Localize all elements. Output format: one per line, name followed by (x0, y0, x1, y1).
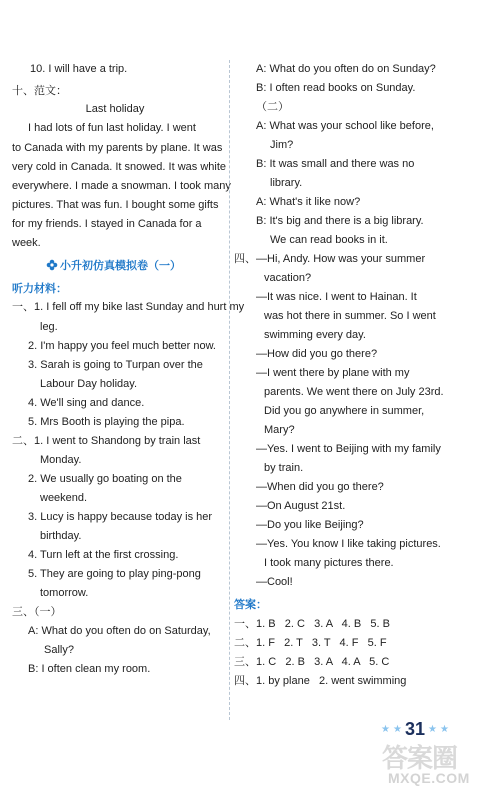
text-line: 3. Lucy is happy because today is her (28, 511, 213, 523)
text-line: weekend. (40, 492, 88, 504)
text-line: B: It was small and there was no (256, 158, 415, 170)
text-line: 10. I will have a trip. (30, 63, 128, 75)
text-line: 三、（一） (12, 606, 62, 618)
text-line: parents. We went there on July 23rd. (264, 386, 444, 398)
text-line: We can read books in it. (270, 234, 388, 246)
text-line: 二、1. I went to Shandong by train last (12, 435, 201, 447)
text-line: everywhere. I made a snowman. I took many (12, 180, 231, 192)
text-line: Monday. (40, 454, 82, 466)
answer-row: 三、1. C 2. B 3. A 4. A 5. C (234, 656, 390, 668)
text-line: Did you go anywhere in summer, (264, 405, 425, 417)
text-line: —On August 21st. (256, 500, 346, 512)
text-line: was hot there in summer. So I went (264, 310, 436, 322)
answers-heading: 答案： (234, 599, 267, 611)
watermark (380, 738, 498, 788)
text-line: to Canada with my parents by plane. It was (12, 142, 223, 154)
text-line: —When did you go there? (256, 481, 384, 493)
text-line: 4. We'll sing and dance. (28, 397, 145, 409)
text-line: Sally? (44, 644, 74, 656)
text-line: A: What's it like now? (256, 196, 361, 208)
text-line: week. (12, 237, 41, 249)
text-line: tomorrow. (40, 587, 89, 599)
text-line: 2. I'm happy you feel much better now. (28, 340, 216, 352)
text-line: 一、1. I fell off my bike last Sunday and hurt my (12, 301, 245, 313)
text-line: —Yes. I went to Beijing with my family (256, 443, 441, 455)
column-divider (229, 60, 230, 720)
text-line: 四、—Hi, Andy. How was your summer (234, 253, 426, 265)
text-line: B: It's big and there is a big library. (256, 215, 424, 227)
text-line: —Do you like Beijing? (256, 519, 364, 531)
text-line: library. (270, 177, 303, 189)
text-line: B: I often clean my room. (28, 663, 151, 675)
text-line: leg. (40, 321, 58, 333)
text-line: Jim? (270, 139, 294, 151)
text-line: —Cool! (256, 576, 293, 588)
text-line: 4. Turn left at the first crossing. (28, 549, 179, 561)
text-line: pictures. That was fun. I bought some gifts (12, 199, 219, 211)
watermark-text: 答案圈 (382, 743, 458, 773)
exam-section-label: 小升初仿真模拟卷（一） (60, 260, 181, 272)
text-line: swimming every day. (264, 329, 366, 341)
text-line: B: I often read books on Sunday. (256, 82, 416, 94)
answer-row: 四、1. by plane 2. went swimming (234, 675, 407, 687)
star-icon: ★ (393, 723, 402, 735)
text-line: 3. Sarah is going to Turpan over the (28, 359, 203, 371)
flower-icon (46, 259, 58, 271)
watermark-url: MXQE.COM (388, 770, 470, 786)
star-icon: ★ (439, 723, 449, 735)
text-line: —Yes. You know I like taking pictures. (256, 538, 441, 550)
text-line: （二） (256, 101, 289, 113)
answer-row: 二、1. F 2. T 3. T 4. F 5. F (234, 637, 387, 649)
text-line: I had lots of fun last holiday. I went (28, 122, 196, 134)
text-line: Labour Day holiday. (40, 378, 138, 390)
text-line: —I went there by plane with my (256, 367, 410, 379)
text-line: A: What do you often do on Saturday, (28, 625, 211, 637)
text-line: I took many pictures there. (264, 557, 394, 569)
essay-title: Last holiday (85, 103, 145, 115)
text-line: birthday. (40, 530, 82, 542)
text-line: 5. Mrs Booth is playing the pipa. (28, 416, 185, 428)
text-line: for my friends. I stayed in Canada for a (12, 218, 202, 230)
star-icon: ★ (428, 723, 437, 735)
text-line: very cold in Canada. It snowed. It was white (12, 161, 226, 173)
listening-heading: 听力材料： (12, 283, 67, 295)
text-line: A: What was your school like before, (256, 120, 434, 132)
text-line: —How did you go there? (256, 348, 378, 360)
text-line: Mary? (264, 424, 295, 436)
text-line: 2. We usually go boating on the (28, 473, 182, 485)
text-line: by train. (264, 462, 304, 474)
section-heading: 十、范文： (12, 85, 67, 97)
star-icon: ★ (381, 723, 391, 735)
text-line: —It was nice. I went to Hainan. It (256, 291, 417, 303)
text-line: vacation? (264, 272, 312, 284)
answer-row: 一、1. B 2. C 3. A 4. B 5. B (234, 618, 390, 630)
text-line: A: What do you often do on Sunday? (256, 63, 436, 75)
exam-section-title (46, 259, 181, 273)
page-number-badge (380, 718, 450, 740)
text-line: 5. They are going to play ping-pong (28, 568, 201, 580)
page-number: 31 (404, 718, 426, 739)
